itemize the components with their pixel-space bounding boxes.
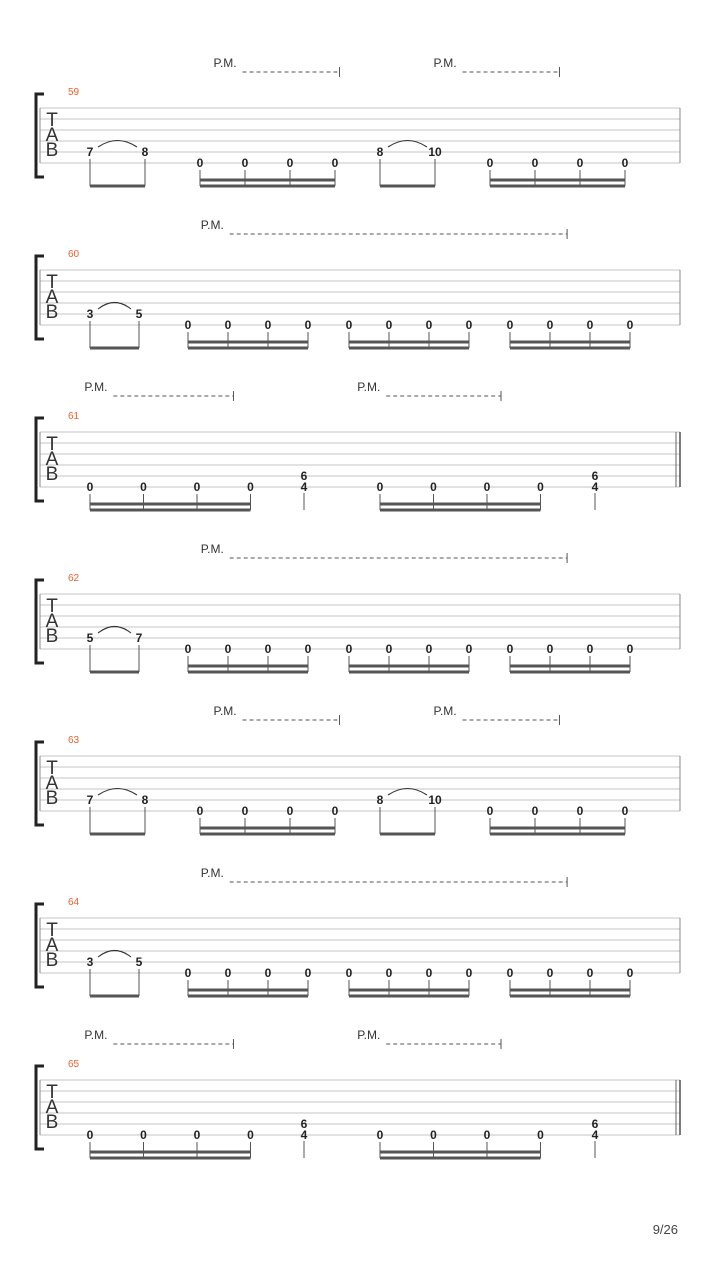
- palm-mute-label: P.M.: [200, 866, 224, 880]
- fret-number: 0: [506, 642, 514, 656]
- beat-sixteenths: [346, 966, 473, 996]
- palm-mute-label: P.M.: [213, 56, 237, 70]
- palm-mute-label: P.M.: [213, 704, 237, 718]
- fret-number: 0: [224, 966, 232, 980]
- tab-clef-letter: A: [45, 287, 59, 308]
- fret-number: 0: [184, 318, 192, 332]
- fret-number: 0: [184, 642, 192, 656]
- tab-system-60: [36, 218, 680, 348]
- measure-number: 65: [68, 1059, 80, 1070]
- fret-number: 0: [196, 156, 204, 170]
- tab-system-59: [36, 56, 680, 186]
- palm-mute-marking: [84, 1028, 233, 1049]
- fret-number: 3: [86, 307, 94, 321]
- fret-number: 0: [506, 966, 514, 980]
- tab-clef-letter: T: [46, 1082, 58, 1103]
- beat-sixteenths: [507, 642, 634, 672]
- fret-number: 0: [586, 642, 594, 656]
- fret-number: 0: [586, 966, 594, 980]
- palm-mute-label: P.M.: [200, 542, 224, 556]
- fret-number: 0: [486, 804, 494, 818]
- fret-number: 0: [465, 966, 473, 980]
- measure-number: 62: [68, 573, 80, 584]
- fret-number: 0: [196, 804, 204, 818]
- fret-number: 0: [304, 642, 312, 656]
- fret-number: 6: [300, 469, 308, 483]
- fret-number: 0: [345, 318, 353, 332]
- beat-sixteenths: [487, 804, 629, 834]
- fret-number: 0: [586, 318, 594, 332]
- fret-number: 0: [430, 480, 437, 494]
- beat-sixteenths: [346, 642, 473, 672]
- tab-clef-letter: A: [45, 1097, 59, 1118]
- fret-number: 0: [304, 318, 312, 332]
- measure-number: 59: [68, 87, 80, 98]
- measure-number: 63: [68, 735, 80, 746]
- beat-sixteenths: [87, 480, 255, 510]
- beat-chord: [592, 469, 599, 510]
- fret-number: 0: [576, 804, 584, 818]
- fret-number: 0: [425, 966, 433, 980]
- fret-number: 7: [86, 793, 94, 807]
- palm-mute-label: P.M.: [84, 1028, 108, 1042]
- fret-number: 0: [621, 804, 629, 818]
- fret-number: 0: [626, 966, 634, 980]
- fret-number: 0: [626, 318, 634, 332]
- fret-number: 0: [224, 318, 232, 332]
- fret-number: 0: [331, 156, 339, 170]
- measure-number: 61: [68, 411, 80, 422]
- fret-number: 0: [264, 966, 272, 980]
- fret-number: 0: [286, 804, 294, 818]
- fret-number: 0: [430, 1128, 437, 1142]
- fret-number: 6: [591, 1117, 599, 1131]
- fret-number: 0: [247, 1128, 254, 1142]
- fret-number: 0: [531, 156, 539, 170]
- fret-number: 0: [376, 1128, 384, 1142]
- fret-number: 0: [331, 804, 339, 818]
- fret-number: 0: [483, 480, 491, 494]
- tab-clef-letter: T: [46, 434, 58, 455]
- fret-number: 0: [140, 480, 147, 494]
- fret-number: 0: [241, 804, 249, 818]
- tab-clef-letter: B: [45, 788, 59, 809]
- fret-number: 6: [591, 469, 599, 483]
- beat-sixteenths: [487, 156, 629, 186]
- fret-number: 6: [300, 1117, 308, 1131]
- fret-number: 0: [546, 642, 554, 656]
- fret-number: 4: [300, 480, 308, 494]
- tab-clef-letter: T: [46, 110, 58, 131]
- beat-chord: [592, 1117, 599, 1158]
- fret-number: 8: [141, 145, 149, 159]
- fret-number: 0: [465, 642, 473, 656]
- beat-sixteenths: [87, 1128, 255, 1158]
- fret-number: 0: [345, 966, 353, 980]
- beat-sixteenths: [197, 156, 339, 186]
- beat-sixteenths: [185, 318, 312, 348]
- fret-number: 0: [86, 1128, 94, 1142]
- fret-number: 0: [576, 156, 584, 170]
- fret-number: 0: [264, 642, 272, 656]
- beat-chord: [301, 469, 308, 510]
- beat-sixteenths: [507, 966, 634, 996]
- fret-number: 5: [135, 307, 143, 321]
- fret-number: 0: [241, 156, 249, 170]
- fret-number: 0: [546, 318, 554, 332]
- beat-chord: [301, 1117, 308, 1158]
- fret-number: 0: [86, 480, 94, 494]
- beat-sixteenths: [377, 1128, 545, 1158]
- tab-clef-letter: T: [46, 272, 58, 293]
- fret-number: 0: [465, 318, 473, 332]
- fret-number: 5: [135, 955, 143, 969]
- tab-clef-letter: B: [45, 464, 59, 485]
- palm-mute-marking: [201, 542, 567, 563]
- fret-number: 0: [537, 480, 544, 494]
- fret-number: 7: [86, 145, 94, 159]
- fret-number: 0: [247, 480, 254, 494]
- beat-sixteenths: [377, 480, 545, 510]
- fret-number: 0: [385, 966, 393, 980]
- palm-mute-label: P.M.: [357, 380, 381, 394]
- fret-number: 0: [531, 804, 539, 818]
- fret-number: 10: [428, 793, 442, 807]
- fret-number: 7: [135, 631, 143, 645]
- tab-clef-letter: B: [45, 1112, 59, 1133]
- fret-number: 3: [86, 955, 94, 969]
- palm-mute-marking: [434, 704, 560, 725]
- fret-number: 4: [591, 480, 599, 494]
- tab-clef-letter: B: [45, 626, 59, 647]
- beat-sixteenths: [507, 318, 634, 348]
- tab-clef-letter: T: [46, 920, 58, 941]
- tab-clef-letter: A: [45, 773, 59, 794]
- fret-number: 0: [184, 966, 192, 980]
- fret-number: 0: [304, 966, 312, 980]
- tab-system-63: [36, 704, 680, 834]
- fret-number: 0: [286, 156, 294, 170]
- tab-system-65: [36, 1028, 680, 1158]
- palm-mute-marking: [357, 380, 501, 401]
- tab-clef-letter: T: [46, 758, 58, 779]
- palm-mute-label: P.M.: [200, 218, 224, 232]
- tab-clef-letter: T: [46, 596, 58, 617]
- tab-system-64: [36, 866, 680, 996]
- fret-number: 0: [376, 480, 384, 494]
- palm-mute-label: P.M.: [433, 704, 457, 718]
- tab-clef-letter: B: [45, 950, 59, 971]
- fret-number: 0: [264, 318, 272, 332]
- measure-number: 60: [68, 249, 80, 260]
- palm-mute-marking: [357, 1028, 501, 1049]
- measure-number: 64: [68, 897, 80, 908]
- tab-clef-letter: B: [45, 140, 59, 161]
- beat-sixteenths: [185, 642, 312, 672]
- tab-clef-letter: B: [45, 302, 59, 323]
- palm-mute-marking: [84, 380, 233, 401]
- fret-number: 0: [537, 1128, 544, 1142]
- palm-mute-marking: [214, 56, 340, 77]
- tab-system-62: [36, 542, 680, 672]
- tab-system-61: [36, 380, 680, 510]
- page-number: 9/26: [652, 1222, 678, 1237]
- palm-mute-marking: [214, 704, 340, 725]
- tab-clef-letter: A: [45, 449, 59, 470]
- palm-mute-label: P.M.: [357, 1028, 381, 1042]
- fret-number: 0: [626, 642, 634, 656]
- fret-number: 0: [345, 642, 353, 656]
- tab-clef-letter: A: [45, 611, 59, 632]
- fret-number: 0: [425, 642, 433, 656]
- fret-number: 0: [140, 1128, 147, 1142]
- fret-number: 0: [546, 966, 554, 980]
- beat-sixteenths: [197, 804, 339, 834]
- palm-mute-label: P.M.: [84, 380, 108, 394]
- fret-number: 10: [428, 145, 442, 159]
- fret-number: 0: [621, 156, 629, 170]
- tab-clef-letter: A: [45, 935, 59, 956]
- palm-mute-marking: [434, 56, 560, 77]
- fret-number: 0: [483, 1128, 491, 1142]
- fret-number: 5: [86, 631, 94, 645]
- beat-sixteenths: [346, 318, 473, 348]
- fret-number: 0: [486, 156, 494, 170]
- fret-number: 0: [425, 318, 433, 332]
- tab-clef-letter: A: [45, 125, 59, 146]
- fret-number: 0: [193, 480, 201, 494]
- fret-number: 8: [376, 145, 384, 159]
- beat-sixteenths: [185, 966, 312, 996]
- fret-number: 0: [224, 642, 232, 656]
- palm-mute-marking: [201, 866, 567, 887]
- fret-number: 8: [141, 793, 149, 807]
- fret-number: 0: [506, 318, 514, 332]
- fret-number: 4: [300, 1128, 308, 1142]
- palm-mute-marking: [201, 218, 567, 239]
- fret-number: 0: [193, 1128, 201, 1142]
- fret-number: 8: [376, 793, 384, 807]
- fret-number: 0: [385, 318, 393, 332]
- palm-mute-label: P.M.: [433, 56, 457, 70]
- fret-number: 0: [385, 642, 393, 656]
- fret-number: 4: [591, 1128, 599, 1142]
